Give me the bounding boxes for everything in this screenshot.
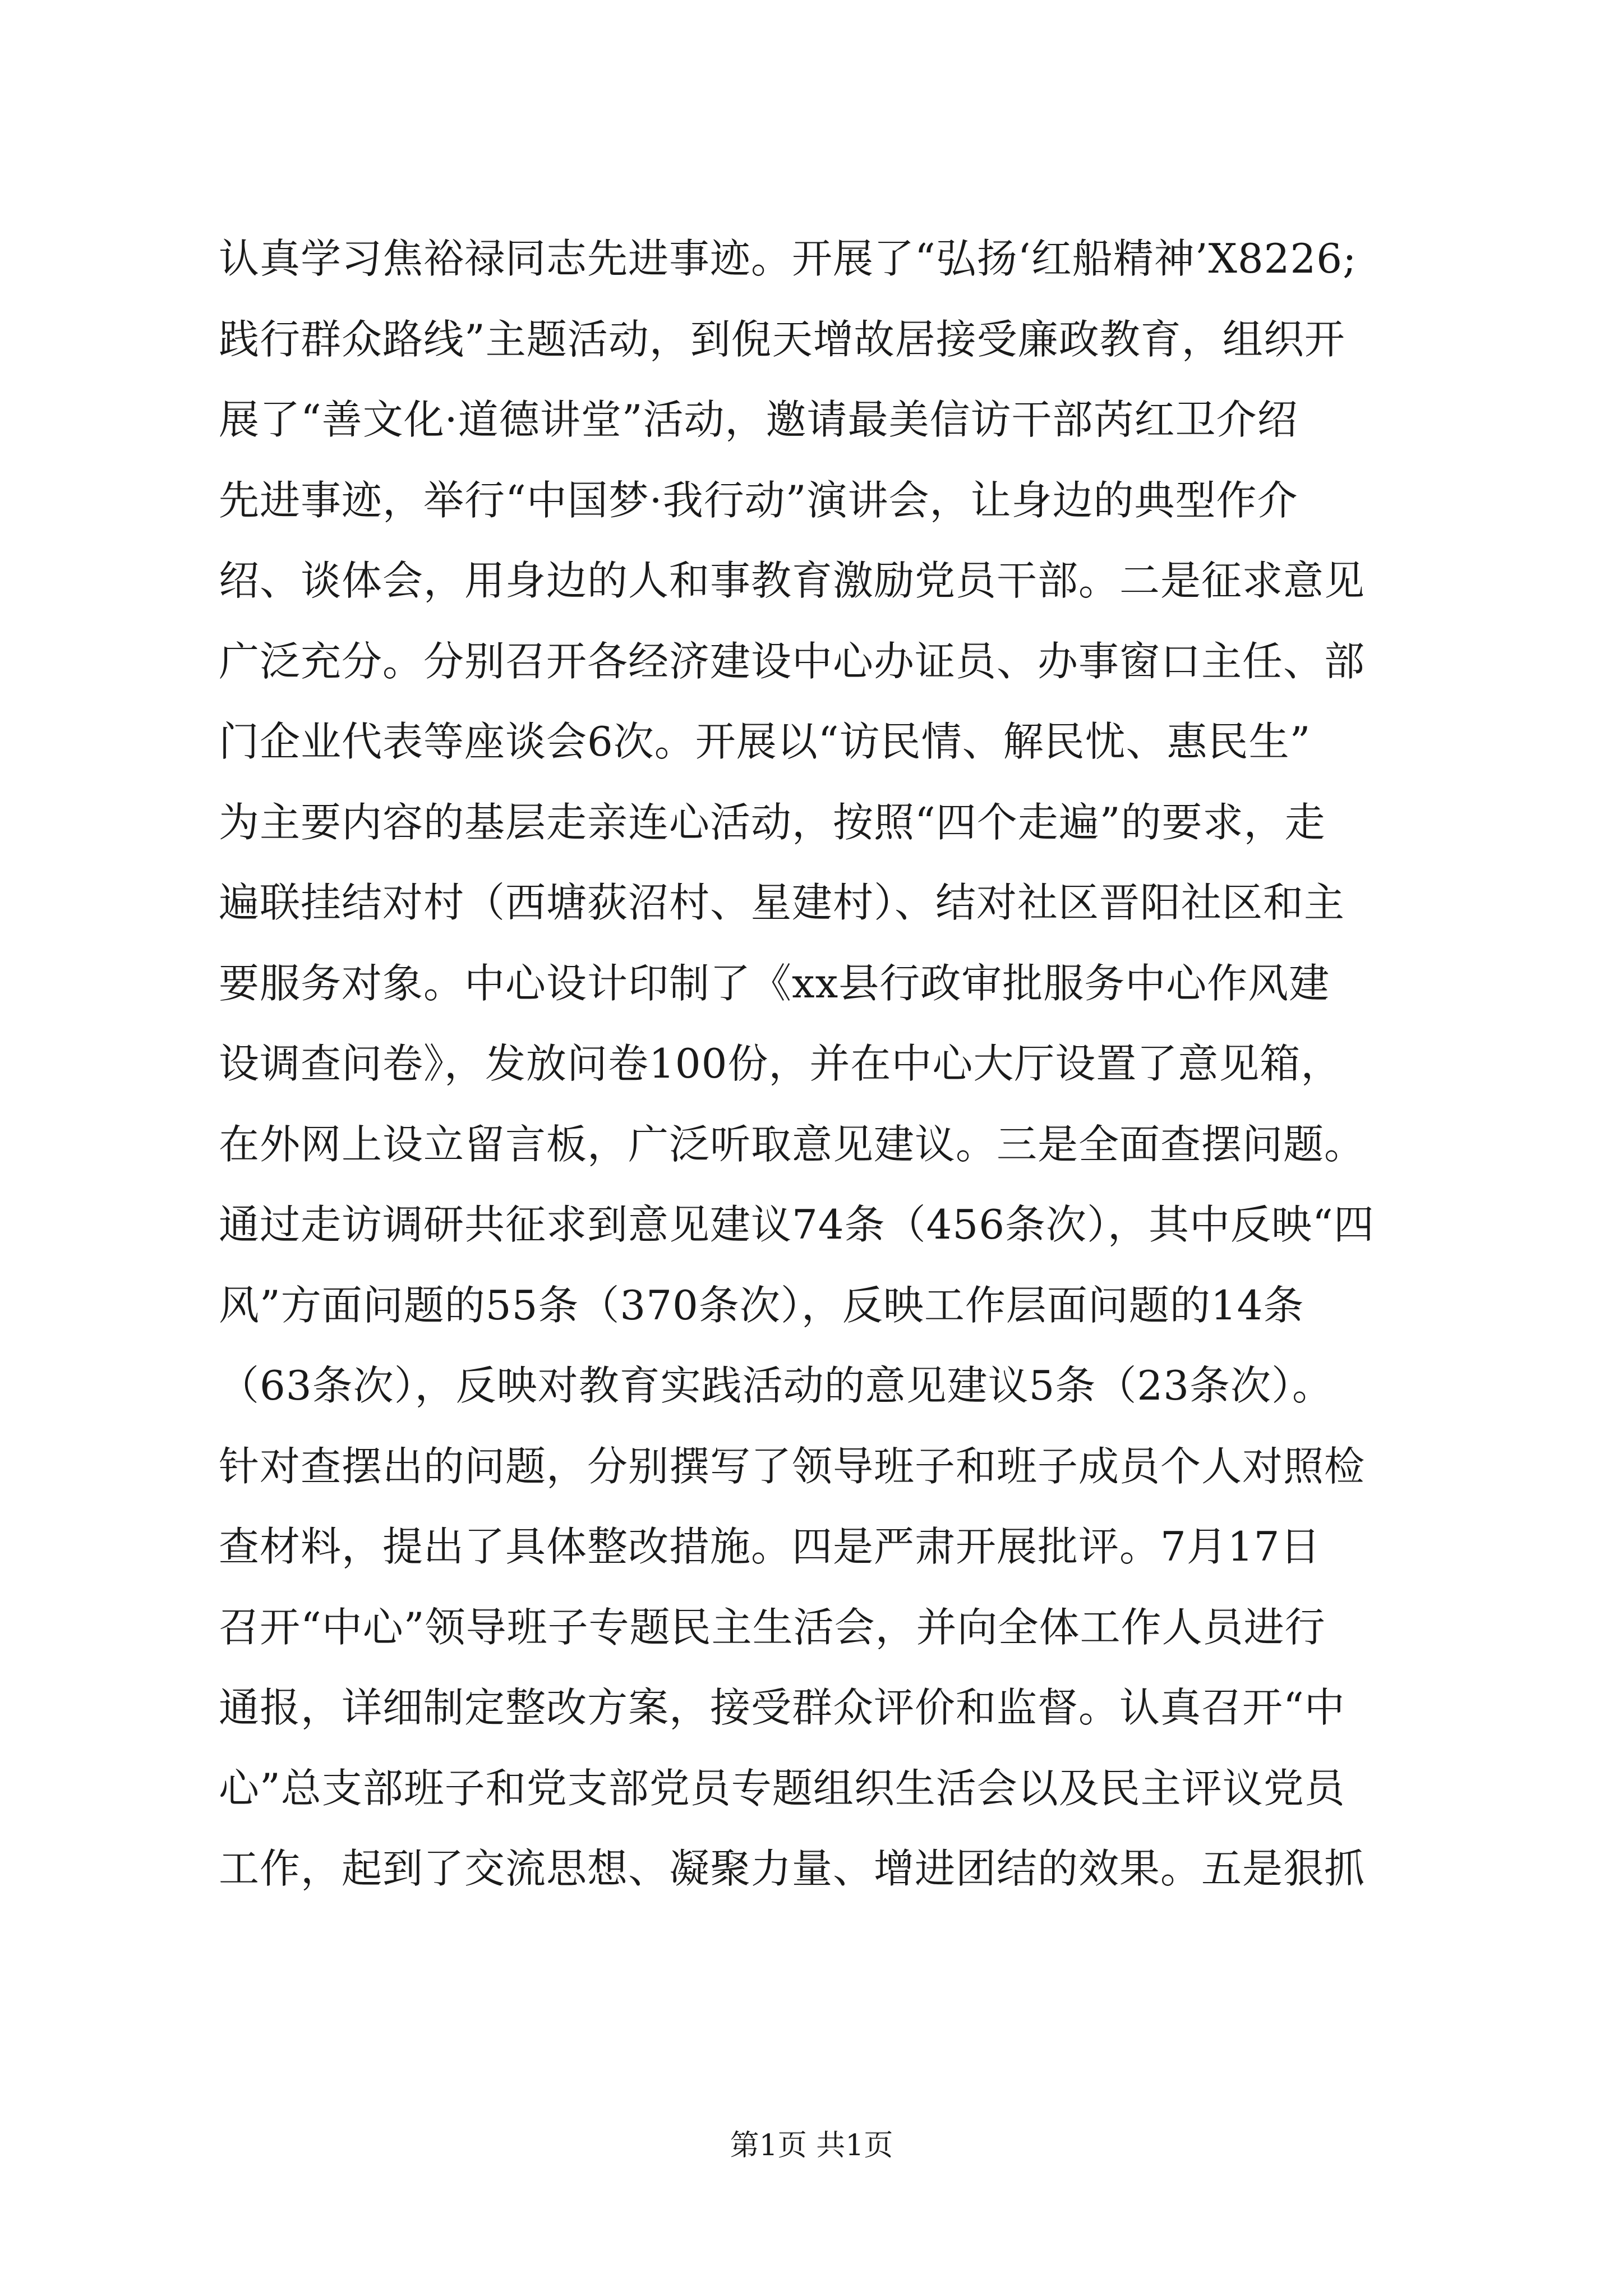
- text-line: 认真学习焦裕禄同志先进事迹。开展了“弘扬‘红船精神’X8226;: [219, 235, 1357, 282]
- text-line: 设调查问卷》，发放问卷100份，并在中心大厅设置了意见箱，: [219, 1040, 1342, 1087]
- text-line: 风”方面问题的55条（370条次），反映工作层面问题的14条: [219, 1281, 1304, 1329]
- text-line: 查材料，提出了具体整改措施。四是严肃开展批评。7月17日: [219, 1523, 1321, 1570]
- text-line: 践行群众路线”主题活动，到倪天增故居接受廉政教育，组织开: [219, 315, 1345, 363]
- text-line: 遍联挂结对村（西塘荻沼村、星建村）、结对社区晋阳社区和主: [219, 879, 1345, 926]
- page-footer: 第1页 共1页: [730, 2129, 893, 2162]
- text-line: 针对查摆出的问题，分别撰写了领导班子和班子成员个人对照检: [219, 1442, 1366, 1490]
- text-line: 在外网上设立留言板，广泛听取意见建议。三是全面查摆问题。: [219, 1120, 1366, 1168]
- text-line: 为主要内容的基层走亲连心活动，按照“四个走遍”的要求，走: [219, 798, 1326, 846]
- text-line: （63条次），反映对教育实践活动的意见建议5条（23条次）。: [219, 1362, 1334, 1409]
- text-line: 工作，起到了交流思想、凝聚力量、增进团结的效果。五是狠抓: [219, 1845, 1366, 1892]
- text-line: 先进事迹，举行“中国梦·我行动”演讲会，让身边的典型作介: [219, 476, 1298, 524]
- text-line: 要服务对象。中心设计印制了《xx县行政审批服务中心作风建: [219, 959, 1330, 1007]
- text-line: 心”总支部班子和党支部党员专题组织生活会以及民主评议党员: [219, 1764, 1345, 1812]
- text-line: 通过走访调研共征求到意见建议74条（456条次），其中反映“四: [219, 1201, 1375, 1248]
- text-line: 展了“善文化·道德讲堂”活动，邀请最美信访干部芮红卫介绍: [219, 396, 1298, 443]
- text-line: 绍、谈体会，用身边的人和事教育激励党员干部。二是征求意见: [219, 557, 1366, 604]
- text-line: 广泛充分。分别召开各经济建设中心办证员、办事窗口主任、部: [219, 637, 1366, 685]
- text-line: 召开“中心”领导班子专题民主生活会，并向全体工作人员进行: [219, 1603, 1326, 1651]
- text-line: 门企业代表等座谈会6次。开展以“访民情、解民忧、惠民生”: [219, 718, 1311, 765]
- body-paragraph: [219, 219, 1413, 1910]
- text-line: 通报，详细制定整改方案，接受群众评价和监督。认真召开“中: [219, 1684, 1345, 1731]
